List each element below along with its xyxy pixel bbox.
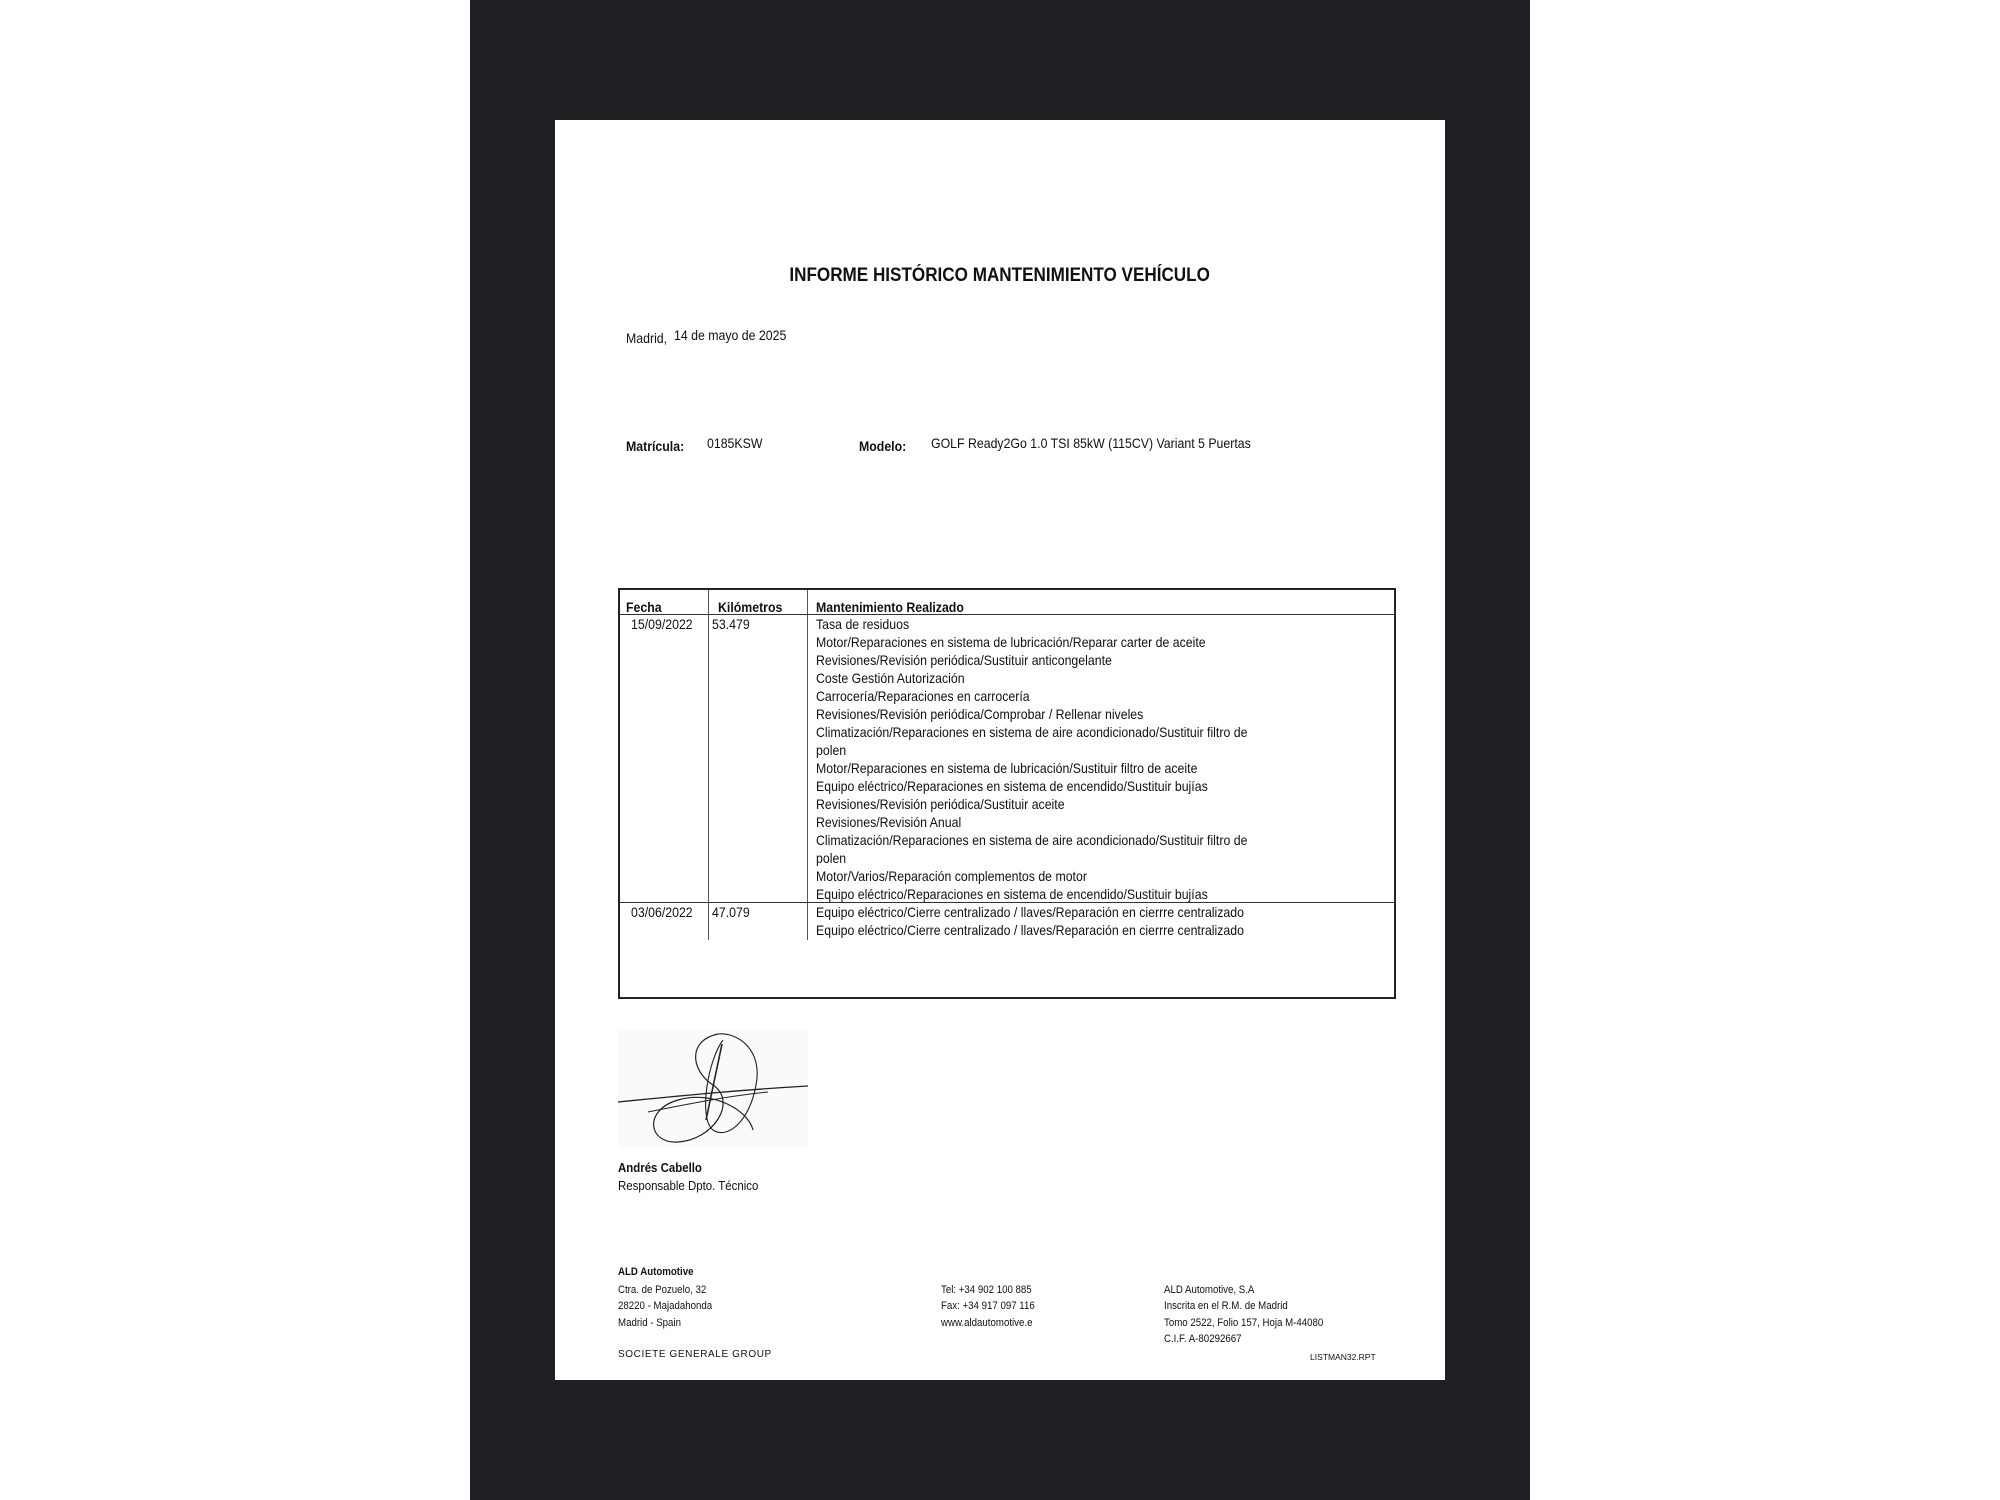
maintenance-item: Carrocería/Reparaciones en carrocería <box>816 688 1030 704</box>
signer-role: Responsable Dpto. Técnico <box>618 1178 759 1193</box>
maintenance-item: Equipo eléctrico/Cierre centralizado / llaves/Reparación en cierrre centralizado <box>816 904 1244 920</box>
maintenance-item: Climatización/Reparaciones en sistema de aire acondicionado/Sustituir filtro de <box>816 832 1248 848</box>
footer-group: SOCIETE GENERALE GROUP <box>618 1349 772 1360</box>
row-fecha: 03/06/2022 <box>631 904 693 920</box>
maintenance-item: Revisiones/Revisión periódica/Sustituir aceite <box>816 796 1065 812</box>
place-label: Madrid, <box>626 330 668 346</box>
maintenance-item: Revisiones/Revisión periódica/Sustituir anticongelante <box>816 652 1112 668</box>
column-divider <box>708 590 709 940</box>
document-page <box>555 120 1445 1380</box>
document-title: INFORME HISTÓRICO MANTENIMIENTO VEHÍCULO <box>789 265 1211 286</box>
maintenance-item: Equipo eléctrico/Reparaciones en sistema de encendido/Sustituir bujías <box>816 886 1208 902</box>
maintenance-item: polen <box>816 850 847 866</box>
row-fecha: 15/09/2022 <box>631 616 693 632</box>
row-km: 53.479 <box>712 616 750 632</box>
maintenance-item: Climatización/Reparaciones en sistema de aire acondicionado/Sustituir filtro de <box>816 724 1248 740</box>
maintenance-item: Equipo eléctrico/Cierre centralizado / llaves/Reparación en cierrre centralizado <box>816 922 1244 938</box>
maintenance-item: Coste Gestión Autorización <box>816 670 965 686</box>
maintenance-item: Revisiones/Revisión Anual <box>816 814 962 830</box>
signer-name: Andrés Cabello <box>618 1160 702 1175</box>
maintenance-table <box>618 588 1396 999</box>
modelo-value: GOLF Ready2Go 1.0 TSI 85kW (115CV) Variant 5 Puertas <box>931 435 1251 451</box>
maintenance-item: Motor/Reparaciones en sistema de lubricación/Reparar carter de aceite <box>816 634 1206 650</box>
header-mantenimiento: Mantenimiento Realizado <box>816 599 964 615</box>
row-km: 47.079 <box>712 904 750 920</box>
modelo-label: Modelo: <box>859 438 907 454</box>
maintenance-item: Equipo eléctrico/Reparaciones en sistema de encendido/Sustituir bujías <box>816 778 1208 794</box>
footer-legal: ALD Automotive, S.A Inscrita en el R.M. de Madrid Tomo 2522, Folio 157, Hoja M-44080 C.I.F. A-80292667 <box>1164 1284 1324 1345</box>
column-divider <box>807 590 808 940</box>
maintenance-item: polen <box>816 742 847 758</box>
matricula-value: 0185KSW <box>707 435 763 451</box>
header-fecha: Fecha <box>626 599 662 615</box>
header-kilometros: Kilómetros <box>718 599 783 615</box>
footer-company: ALD Automotive <box>618 1266 694 1278</box>
report-code: LISTMAN32.RPT <box>1310 1352 1376 1362</box>
row-items <box>816 903 1302 939</box>
matricula-label: Matrícula: <box>626 438 685 454</box>
footer-contact: Tel: +34 902 100 885 Fax: +34 917 097 116 www.aldautomotive.e <box>941 1284 1035 1329</box>
maintenance-item: Tasa de residuos <box>816 616 910 632</box>
row-items <box>816 615 1306 903</box>
maintenance-item: Motor/Varios/Reparación complementos de motor <box>816 868 1087 884</box>
signature-image <box>618 1030 808 1148</box>
footer-address: Ctra. de Pozuelo, 32 28220 - Majadahonda Madrid - Spain <box>618 1284 713 1329</box>
maintenance-item: Revisiones/Revisión periódica/Comprobar / Rellenar niveles <box>816 706 1144 722</box>
maintenance-item: Motor/Reparaciones en sistema de lubricación/Sustituir filtro de aceite <box>816 760 1198 776</box>
report-date: 14 de mayo de 2025 <box>674 327 787 343</box>
